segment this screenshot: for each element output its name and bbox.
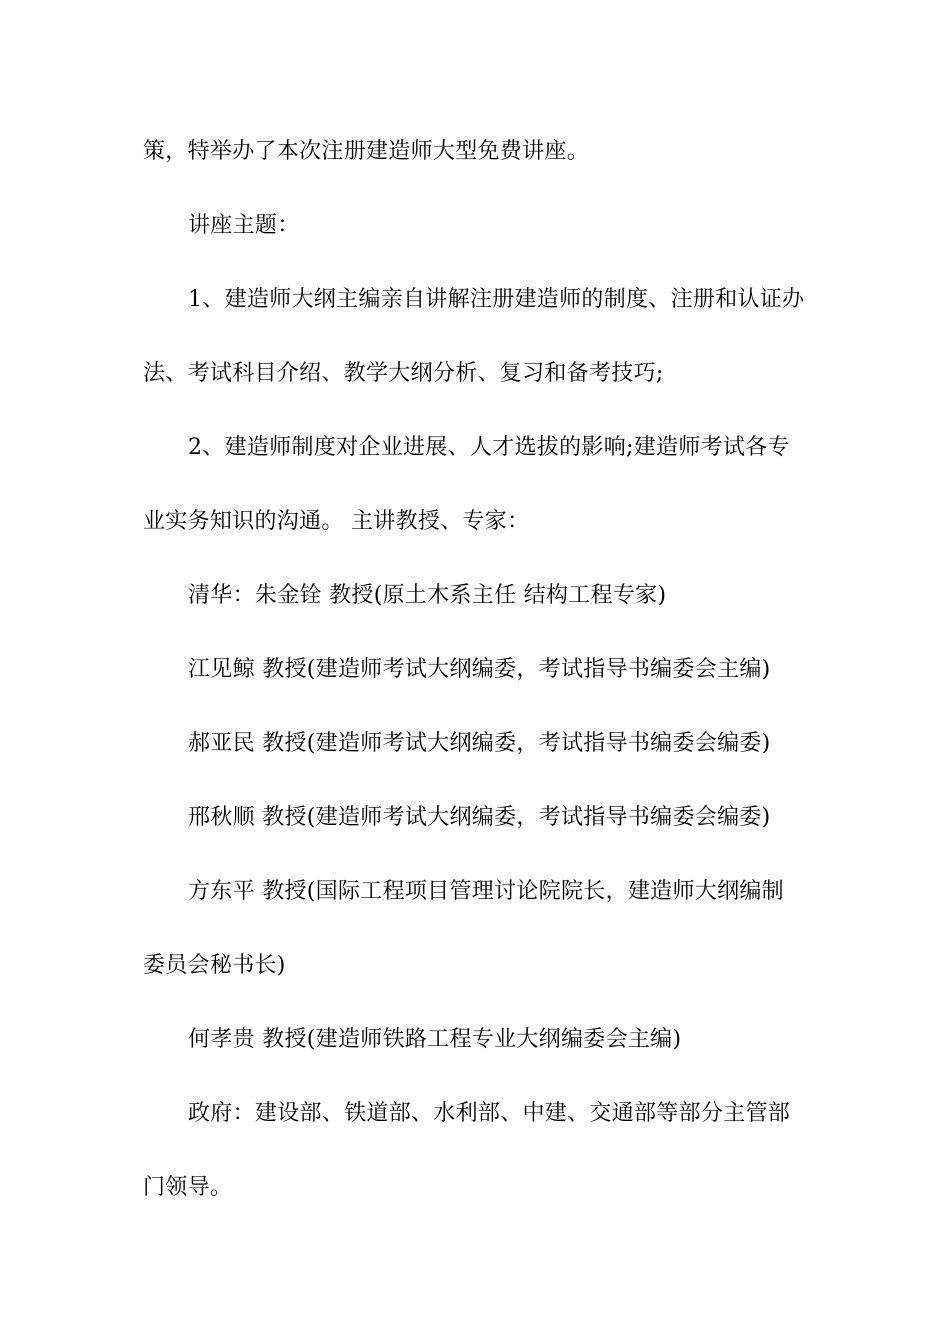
paragraph-line-13: 何孝贵 教授(建造师铁路工程专业大纲编委会主编) (188, 1027, 682, 1052)
paragraph-line-5: 2、建造师制度对企业进展、人才选拔的影响;建造师考试各专 (188, 435, 790, 460)
paragraph-line-1: 策，特举办了本次注册建造师大型免费讲座。 (143, 139, 590, 164)
paragraph-line-3: 1、建造师大纲主编亲自讲解注册建造师的制度、注册和认证办 (188, 287, 805, 312)
paragraph-line-8: 江见鲸 教授(建造师考试大纲编委，考试指导书编委会主编) (188, 657, 771, 682)
paragraph-line-15: 门领导。 (143, 1175, 233, 1200)
paragraph-line-9: 郝亚民 教授(建造师考试大纲编委，考试指导书编委会编委) (188, 731, 771, 756)
paragraph-line-4: 法、考试科目介绍、教学大纲分析、复习和备考技巧; (143, 361, 664, 386)
paragraph-line-14: 政府：建设部、铁道部、水利部、中建、交通部等部分主管部 (188, 1101, 791, 1126)
paragraph-line-6: 业实务知识的沟通。 主讲教授、专家： (143, 509, 530, 534)
paragraph-line-7: 清华：朱金铨 教授(原土木系主任 结构工程专家) (188, 583, 667, 608)
paragraph-line-2: 讲座主题： (188, 213, 300, 238)
paragraph-line-10: 邢秋顺 教授(建造师考试大纲编委，考试指导书编委会编委) (188, 805, 771, 830)
document-body (143, 130, 813, 1240)
paragraph-line-11: 方东平 教授(国际工程项目管理讨论院院长，建造师大纲编制 (188, 879, 784, 904)
paragraph-line-12: 委员会秘书长) (143, 953, 286, 978)
